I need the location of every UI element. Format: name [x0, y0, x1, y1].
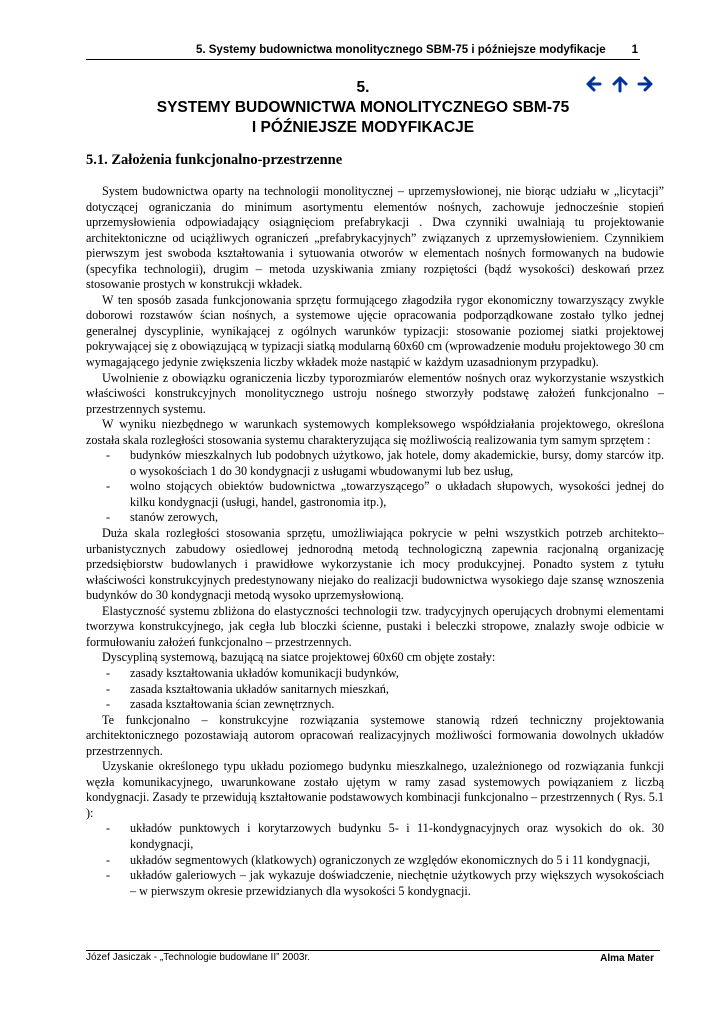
footer-publisher: Alma Mater — [600, 953, 654, 964]
list-item: - układów galeriowych – jak wykazuje doświadczenie, niechętnie użytkowych przy większych wysokościach – w pierwszym okresie przewidzianych dla wysokości 5 kondygnacji. — [86, 868, 664, 899]
list-item: - wolno stojących obiektów budownictwa „towarzyszącego” o układach słupowych, wysokości jednej do kilku kondygnacji (usługi, handel, gastronomia itp.), — [86, 479, 664, 510]
running-title: 5. Systemy budownictwa monolitycznego SBM-75 i późniejsze modyfikacje — [195, 44, 606, 56]
running-header — [86, 44, 638, 56]
section-heading: 5.1. Założenia funkcjonalno-przestrzenne — [86, 152, 343, 168]
building-types-list — [86, 448, 664, 526]
paragraph: Uzyskanie określonego typu układu poziomego budynku mieszkalnego, uzależnionego od rozwiązania funkcji węzła komunikacyjnego, uwarunkowane zostało ujętym w ramy zasad systemowych powiązaniem z liczbą kondygnacji. Zasady te przewidują kształtowanie podstawowych kombinacji funkcjonalno – przestrzennych ( Rys. 5.1 ): — [86, 759, 664, 820]
paragraph: Dyscypliną systemową, bazującą na siatce projektowej 60x60 cm objęte zostały: — [102, 650, 496, 665]
paragraph: Duża skala rozległości stosowania sprzętu, umożliwiająca pokrycie w pełni wszystkich potrzeb architekto–urbanistycznych zabudowy osiedlowej jednorodną metodą technologiczną zapewnia racjonalną organizację przedsiębiorstw budowlanych i prawidłowe wykorzystanie ich mocy produkcyjnej. Ponadto system z tytułu właściwości konstrukcyjnych predestynowany niejako do realizacji budownictwa wysokiego daje szansę wznoszenia budynków do 30 kondygnacji metodą wysoko uprzemysłowioną. — [86, 526, 664, 603]
paragraph: Elastyczność systemu zbliżona do elastyczności technologii tzw. tradycyjnych operujących drobnymi elementami tworzywa konstrukcyjnego, jak cegła lub bloczki ścienne, pustaki i beleczki stropowe, znalazły swoje odbicie w formułowaniu założeń funkcjonalno – przestrzennych. — [86, 603, 664, 649]
list-item: - układów punktowych i korytarzowych budynku 5- i 11-kondygnacyjnych oraz wysokich do ok. 30 kondygnacji, — [86, 821, 664, 852]
footer-rule — [86, 950, 660, 951]
chapter-title-line-2: I PÓŹNIEJSZE MODYFIKACJE — [251, 119, 475, 136]
list-item: - układów segmentowych (klatkowych) ograniczonych ze względów ekonomicznych do 5 i 11 kondygnacji, — [86, 853, 664, 869]
paragraph: System budownictwa oparty na technologii monolitycznej – uprzemysłowionej, nie biorąc udziału w „licytacji” dotyczącej ograniczania do minimum asortymentu elementów nośnych, zachowuje jednocześnie stopień uprzemysłowienia odpowiadający osiągnięciom prefabrykacji . Dwa czynniki uwalniają tu projektowanie architektoniczne od uciążliwych ograniczeń „prefabrykacyjnych” związanych z uprzemysłowieniem. Czynnikiem pierwszym jest swoboda kształtowania i sytuowania otworów w elementach nośnych formowanych na budowie (specyfika technologii), drugim – metoda uzyskiwania zmiany rozpiętości (bądź wysokości) deskowań przez stosowanie prostych w konstrukcji wkładek. — [86, 184, 664, 292]
list-item: - zasada kształtowania ścian zewnętrznych. — [86, 697, 664, 713]
header-rule — [86, 59, 640, 60]
paragraph: W ten sposób zasada funkcjonowania sprzętu formującego złagodziła rygor ekonomiczny towarzyszący zwykle doborowi rozstawów ścian nośnych, a systemowe ujęcie opracowania podporządkowane zostało tylko jednej generalnej dyscyplinie, wynikającej z ogólnych warunków typizacji: stosowanie poziomej siatki projektowej pokrywającej się z obowiązującą w typizacji siatką modularną 60x60 cm (wprowadzenie modułu projektowego 30 cm wymagającego jedynie zwiększenia liczby wkładek może nastąpić w każdym uzasadnionym przypadku). — [86, 292, 664, 370]
layout-combinations-list — [86, 821, 664, 899]
body-text — [86, 184, 664, 899]
paragraph: W wyniku niezbędnego w warunkach systemowych kompleksowego współdziałania projektowego, określona została skala rozległości stosowania systemu charakteryzująca się możliwością realizowania tym samym sprzętem : — [86, 417, 664, 447]
paragraph: Uwolnienie z obowiązku ograniczenia liczby typorozmiarów elementów nośnych oraz wykorzystanie wszystkich właściwości konstrukcyjnych monolitycznego ustroju nośnego stworzyły podstawę założeń funkcjonalno – przestrzennych systemu. — [86, 370, 664, 416]
chapter-title-line-1: SYSTEMY BUDOWNICTWA MONOLITYCZNEGO SBM-75 — [156, 99, 570, 116]
list-item: - zasady kształtowania układów komunikacji budynków, — [86, 666, 664, 682]
footer-citation: Józef Jasiczak - „Technologie budowlane II” 2003r. — [86, 952, 311, 963]
paragraph: Te funkcjonalno – konstrukcyjne rozwiązania systemowe stanowią rdzeń techniczny projektowania architektonicznego pozostawiają autorom opracowań realizacyjnych możliwości formowania dowolnych układów przestrzennych. — [86, 712, 664, 758]
list-item: - stanów zerowych, — [86, 510, 664, 526]
list-item: - zasada kształtowania układów sanitarnych mieszkań, — [86, 682, 664, 698]
page-number: 1 — [631, 44, 638, 56]
chapter-number: 5. — [356, 79, 370, 96]
chapter-title — [86, 78, 640, 138]
list-item: - budynków mieszkalnych lub podobnych użytkowo, jak hotele, domy akademickie, bursy, domy starców itp. o wysokościach 1 do 30 kondygnacji z usługami wbudowanymi lub bez usług, — [86, 448, 664, 479]
system-discipline-list — [86, 666, 664, 713]
